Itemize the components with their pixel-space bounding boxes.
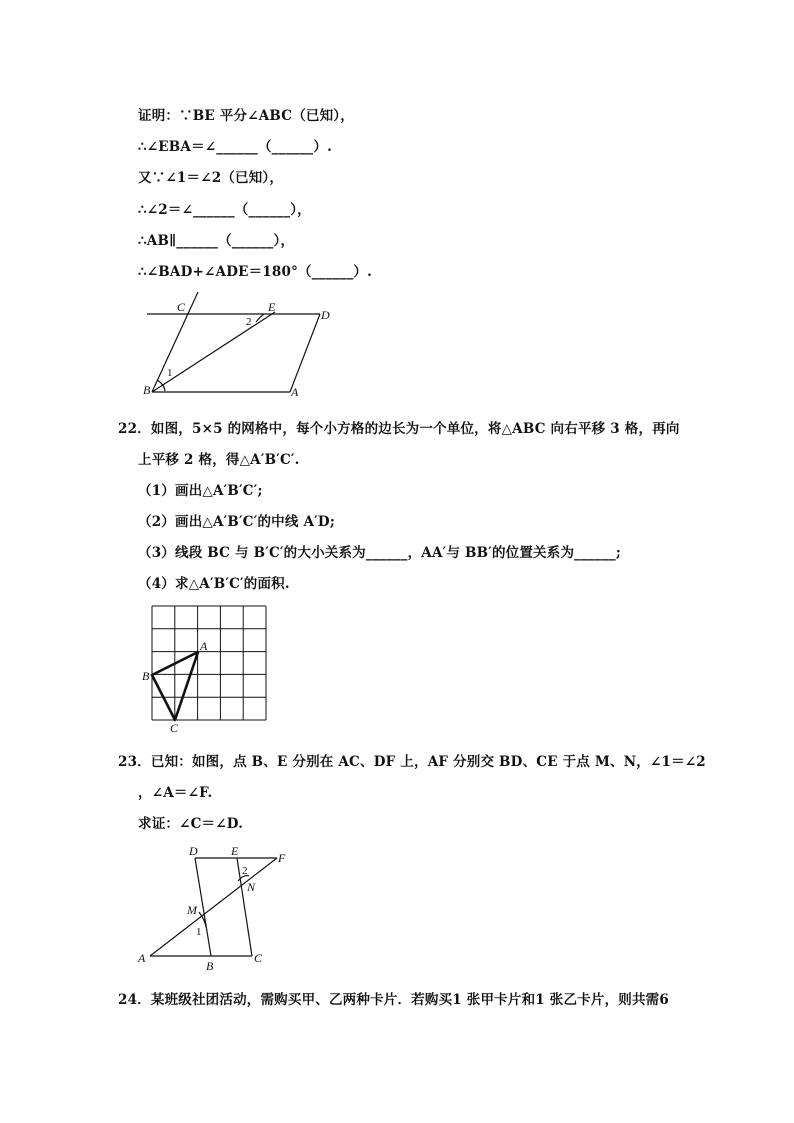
- fig23-label-C: C: [254, 951, 263, 965]
- proof-line-5: ∴AB∥______（______），: [138, 233, 295, 249]
- fig23-label-A: A: [138, 951, 146, 965]
- fig21-label-A: A: [291, 385, 299, 399]
- proof-line-6: ∴∠BAD+∠ADE＝180°（______）.: [138, 264, 373, 280]
- fig23-angle-2: 2: [242, 865, 248, 877]
- q22-intro-1: 22．如图，5×5 的网格中，每个小方格的边长为一个单位，将△ABC 向右平移 3 格，再向: [118, 421, 680, 437]
- fig21-label-B: B: [143, 383, 151, 397]
- q23-line-1: 23．已知：如图，点 B、E 分别在 AC、DF 上，AF 分别交 BD、CE 于点 M、N，∠1＝∠2: [118, 754, 706, 770]
- proof-line-3: 又∵∠1＝∠2（已知），: [138, 170, 284, 186]
- q22-part-3: （3）线段 BC 与 B′C′的大小关系为______，AA′与 BB′的位置关系为______;: [138, 545, 622, 561]
- fig23-label-D: D: [189, 844, 198, 858]
- fig22-label-A: A: [200, 639, 208, 653]
- fig23-label-B: B: [206, 959, 214, 973]
- q24-line-1: 24．某班级社团活动，需购买甲、乙两种卡片．若购买1 张甲卡片和1 张乙卡片，则共需6: [118, 992, 669, 1008]
- q22-intro-2: 上平移 2 格，得△A′B′C′.: [138, 452, 300, 468]
- q23-line-2: ，∠A＝∠F.: [138, 785, 213, 801]
- fig22-label-C: C: [170, 721, 179, 735]
- q22-part-1: （1）画出△A′B′C′;: [138, 483, 263, 499]
- fig21-angle-1: 1: [167, 367, 173, 379]
- fig23-label-M: M: [187, 903, 197, 917]
- proof-line-2: ∴∠EBA＝∠______（______）.: [138, 139, 332, 155]
- fig23-label-E: E: [231, 844, 239, 858]
- proof-line-1: 证明：∵BE 平分∠ABC（已知），: [138, 108, 354, 124]
- fig21-label-D: D: [321, 308, 330, 322]
- proof-line-4: ∴∠2＝∠______（______），: [138, 202, 311, 218]
- fig21-angle-2: 2: [246, 316, 252, 328]
- fig23-label-N: N: [247, 880, 256, 894]
- fig23-label-F: F: [278, 851, 286, 865]
- fig23-angle-1: 1: [196, 926, 202, 938]
- fig21-label-E: E: [268, 300, 276, 314]
- q23-line-3: 求证：∠C＝∠D.: [138, 816, 244, 832]
- fig22-label-B: B: [142, 669, 150, 683]
- q22-part-2: （2）画出△A′B′C′的中线 A′D;: [138, 514, 336, 530]
- q22-part-4: （4）求△A′B′C′的面积.: [138, 576, 290, 592]
- fig21-label-C: C: [177, 300, 186, 314]
